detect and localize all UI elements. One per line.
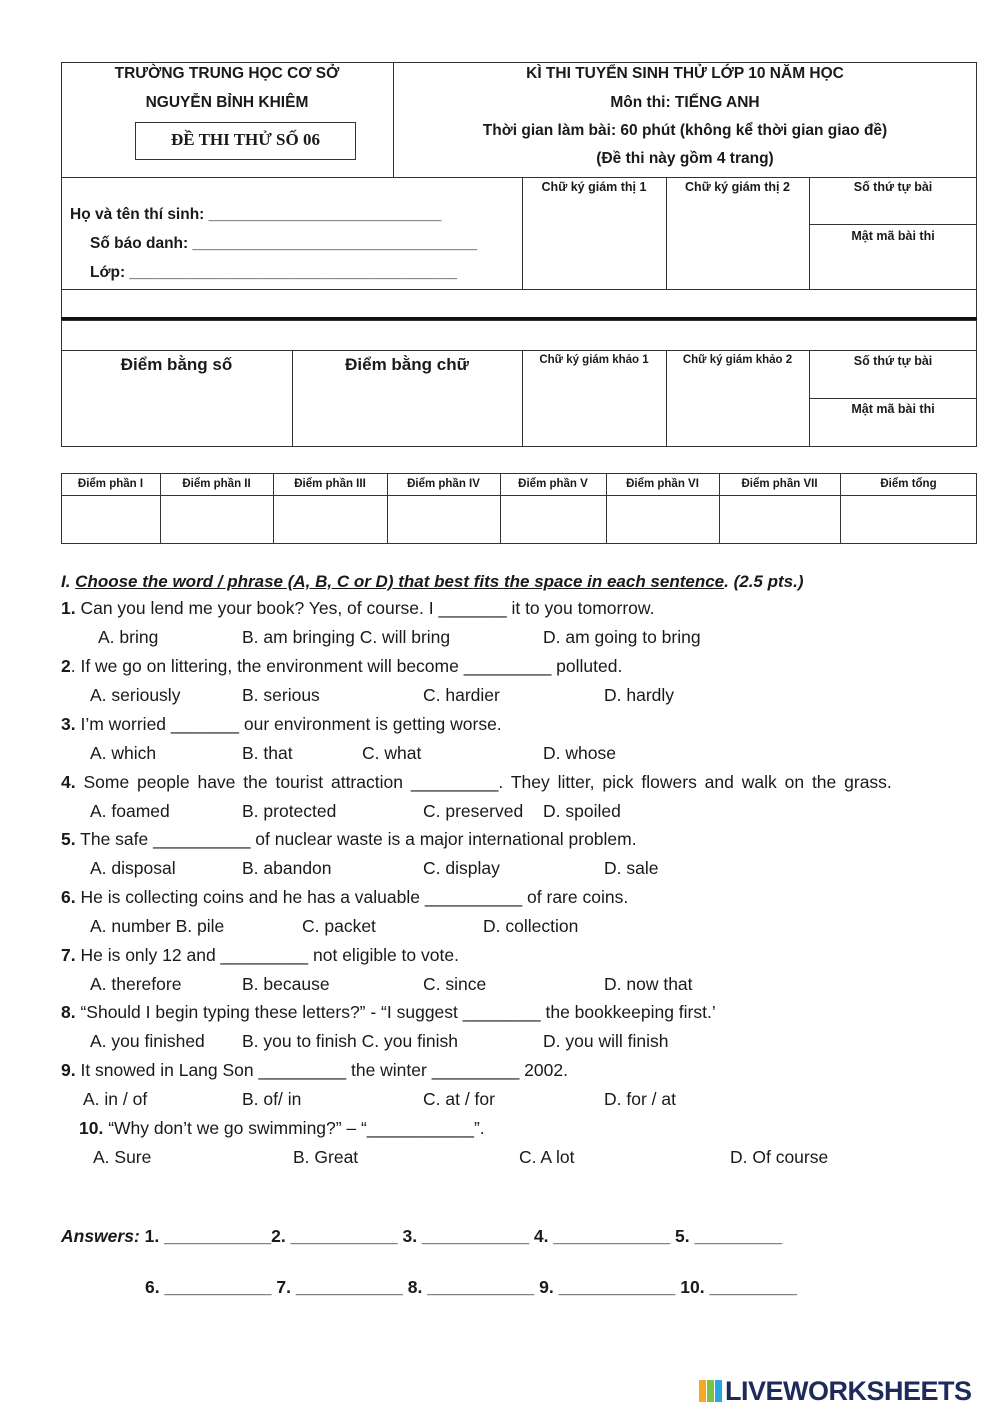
candidate-id-field[interactable]: Số báo danh: _________________________________: [90, 235, 477, 252]
divider: [809, 224, 977, 225]
score-part-4: Điểm phần IV: [407, 478, 480, 490]
option-9b[interactable]: B. of/ in: [242, 1089, 302, 1109]
option-7a[interactable]: A. therefore: [90, 974, 182, 994]
section-1-heading: [61, 572, 804, 592]
option-3b[interactable]: B. that: [242, 743, 293, 763]
score-part-1: Điểm phần I: [77, 478, 144, 490]
question-text: “Why don’t we go swimming?” – “___________”.: [103, 1118, 485, 1138]
section-1-prefix: I.: [61, 572, 76, 591]
section-1-title: Choose the word / phrase (A, B, C or D) that best fits the space in each sentence: [75, 572, 725, 591]
question-3: [61, 714, 502, 735]
question-number: 9.: [61, 1060, 76, 1080]
option-3a[interactable]: A. which: [90, 743, 157, 763]
liveworksheets-logo-icon: [698, 1378, 724, 1404]
section-1-points: . (2.5 pts.): [724, 572, 804, 591]
question-number: 4.: [61, 772, 76, 792]
question-number: 2: [61, 656, 71, 676]
question-4: [61, 772, 892, 793]
option-10a[interactable]: A. Sure: [93, 1147, 152, 1167]
question-number: 6.: [61, 887, 76, 907]
examiner-signature-1: Chữ ký giám khảo 1: [539, 354, 649, 366]
examiner-signature-2: Chữ ký giám khảo 2: [682, 354, 793, 366]
question-number: 10.: [79, 1118, 104, 1138]
question-9: [61, 1060, 568, 1081]
score-part-7: Điểm phần VII: [741, 478, 818, 490]
score-part-6: Điểm phần VI: [626, 478, 699, 490]
supervisor-signature-2: Chữ ký giám thị 2: [685, 180, 790, 194]
option-7b[interactable]: B. because: [242, 974, 330, 994]
option-6c[interactable]: C. packet: [302, 916, 376, 936]
question-number: 1.: [61, 598, 76, 618]
option-2b[interactable]: B. serious: [242, 685, 320, 705]
option-4d[interactable]: D. spoiled: [543, 801, 621, 821]
answers-row-2[interactable]: 6. ___________ 7. ___________ 8. ___________ 9. ____________ 10. _________: [145, 1277, 798, 1297]
grading-box: [61, 320, 977, 447]
exam-subject: Môn thi: TIẾNG ANH: [610, 94, 760, 111]
option-5a[interactable]: A. disposal: [90, 858, 176, 878]
exam-pages: (Đề thi này gồm 4 trang): [596, 150, 774, 167]
option-1a[interactable]: A. bring: [98, 627, 159, 647]
option-10d[interactable]: D. Of course: [730, 1147, 829, 1167]
option-5b[interactable]: B. abandon: [242, 858, 332, 878]
answers-row-1[interactable]: [61, 1226, 782, 1247]
question-text: . If we go on littering, the environment will become _________ polluted.: [70, 656, 623, 676]
question-text: He is collecting coins and he has a valuable __________ of rare coins.: [75, 887, 629, 907]
option-7d[interactable]: D. now that: [604, 974, 693, 994]
option-4b[interactable]: B. protected: [242, 801, 337, 821]
question-number: 8.: [61, 1002, 76, 1022]
score-part-2: Điểm phần II: [182, 478, 251, 490]
question-text: It snowed in Lang Son _________ the winter _________ 2002.: [75, 1060, 568, 1080]
option-1b[interactable]: B. am bringing C. will bring: [242, 627, 451, 647]
option-2c[interactable]: C. hardier: [423, 685, 500, 705]
question-7: [61, 945, 459, 966]
grading-secret-code: Mật mã bài thi: [851, 402, 935, 416]
paper-secret-code: Mật mã bài thi: [851, 229, 935, 243]
option-6d[interactable]: D. collection: [483, 916, 579, 936]
option-5d[interactable]: D. sale: [604, 858, 659, 878]
option-9d[interactable]: D. for / at: [604, 1089, 676, 1109]
question-2: [61, 656, 622, 677]
question-text: “Should I begin typing these letters?” - “I suggest ________ the bookkeeping first.’: [75, 1002, 716, 1022]
question-text: I’m worried _______ our environment is getting worse.: [75, 714, 502, 734]
option-7c[interactable]: C. since: [423, 974, 487, 994]
score-part-3: Điểm phần III: [294, 478, 366, 490]
question-6: [61, 887, 628, 908]
question-number: 7.: [61, 945, 76, 965]
option-10c[interactable]: C. A lot: [519, 1147, 575, 1167]
school-name-line1: TRƯỜNG TRUNG HỌC CƠ SỞ: [114, 65, 340, 82]
option-5c[interactable]: C. display: [423, 858, 500, 878]
score-part-5: Điểm phần V: [518, 478, 588, 490]
divider: [809, 398, 977, 399]
score-in-words: Điểm bằng chữ: [345, 355, 469, 374]
option-8a[interactable]: A. you finished: [90, 1031, 205, 1051]
option-10b[interactable]: B. Great: [293, 1147, 359, 1167]
grading-order-number: Số thứ tự bài: [853, 354, 933, 368]
divider: [61, 350, 977, 351]
exam-duration: Thời gian làm bài: 60 phút (không kể thời gian giao đề): [482, 122, 888, 139]
option-4a[interactable]: A. foamed: [90, 801, 170, 821]
question-number: 5.: [61, 829, 76, 849]
separator-band: [61, 289, 977, 319]
question-text: The safe __________ of nuclear waste is a major international problem.: [75, 829, 637, 849]
option-6a[interactable]: A. number B. pile: [90, 916, 225, 936]
score-total: Điểm tổng: [880, 478, 937, 490]
question-text: He is only 12 and _________ not eligible to vote.: [75, 945, 459, 965]
question-5: [61, 829, 637, 850]
school-name-line2: NGUYỄN BỈNH KHIÊM: [145, 94, 309, 111]
question-10: [79, 1118, 485, 1139]
paper-order-number: Số thứ tự bài: [853, 180, 933, 194]
candidate-name-field[interactable]: Họ và tên thí sinh: ___________________________: [70, 206, 442, 223]
option-2d[interactable]: D. hardly: [604, 685, 675, 705]
question-1: [61, 598, 654, 619]
option-2a[interactable]: A. seriously: [90, 685, 181, 705]
score-in-numbers: Điểm bằng số: [120, 355, 233, 374]
option-3d[interactable]: D. whose: [543, 743, 616, 763]
question-8: [61, 1002, 716, 1023]
option-9a[interactable]: A. in / of: [83, 1089, 148, 1109]
exam-title: KÌ THI TUYỂN SINH THỬ LỚP 10 NĂM HỌC: [526, 65, 844, 82]
question-text: Some people have the tourist attraction _________. They litter, pick flowers and walk on the grass.: [75, 772, 892, 792]
option-1d[interactable]: D. am going to bring: [543, 627, 701, 647]
answers-blanks-1-5[interactable]: 1. ___________2. ___________ 3. ___________ 4. ____________ 5. _________: [139, 1226, 783, 1246]
answers-label: Answers:: [61, 1226, 140, 1246]
liveworksheets-wordmark: LIVEWORKSHEETS: [725, 1375, 972, 1406]
exam-code: ĐỀ THI THỬ SỐ 06: [171, 130, 320, 149]
candidate-class-field[interactable]: Lớp: ______________________________________: [90, 264, 457, 281]
option-3c[interactable]: C. what: [362, 743, 422, 763]
question-text: Can you lend me your book? Yes, of course. I _______ it to you tomorrow.: [75, 598, 655, 618]
option-4c[interactable]: C. preserved: [423, 801, 524, 821]
option-8b[interactable]: B. you to finish C. you finish: [242, 1031, 458, 1051]
question-number: 3.: [61, 714, 76, 734]
liveworksheets-logo: [698, 1377, 972, 1405]
option-8d[interactable]: D. you will finish: [543, 1031, 669, 1051]
supervisor-signature-1: Chữ ký giám thị 1: [541, 180, 647, 194]
option-9c[interactable]: C. at / for: [423, 1089, 495, 1109]
